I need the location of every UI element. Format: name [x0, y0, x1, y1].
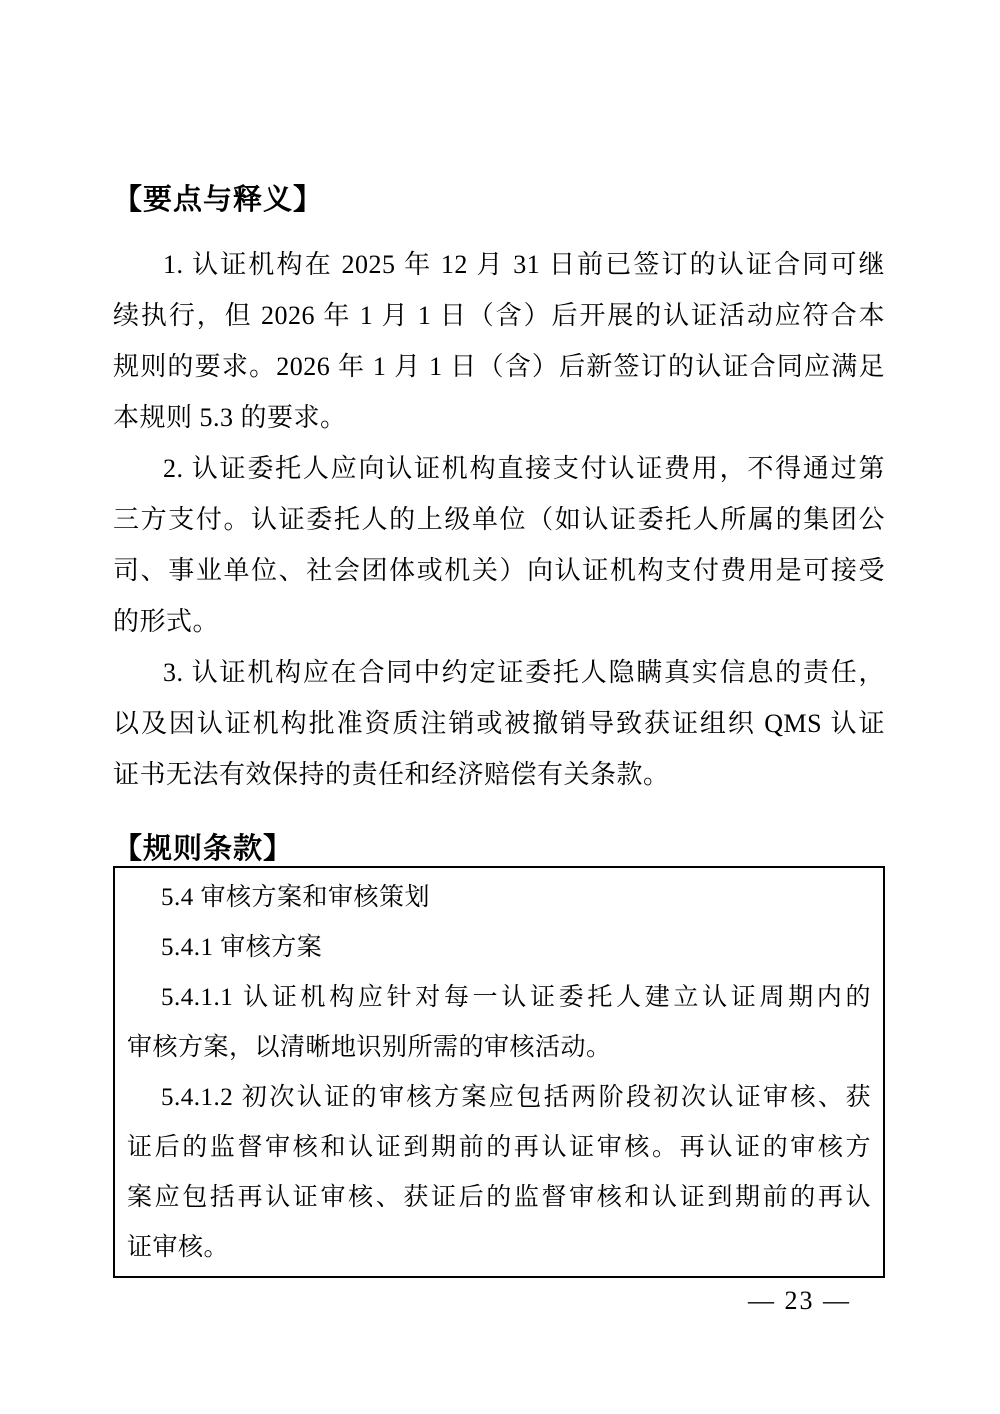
- paragraph-2: [113, 443, 885, 647]
- text-line: 证后的监督审核和认证到期前的再认证审核。再认证的审核方: [127, 1134, 871, 1161]
- text-line: 司、事业单位、社会团体或机关）向认证机构支付费用是可接受: [113, 556, 885, 585]
- text-line: 案应包括再认证审核、获证后的监督审核和认证到期前的再认: [127, 1184, 871, 1211]
- page-number: — 23 —: [748, 1286, 851, 1315]
- text-line: 续执行，但 2026 年 1 月 1 日（含）后开展的认证活动应符合本: [113, 301, 885, 330]
- page-content: [113, 183, 885, 1315]
- text-line: 证书无法有效保持的责任和经济赔偿有关条款。: [113, 760, 670, 789]
- text-line: 2. 认证委托人应向认证机构直接支付认证费用，不得通过第: [163, 454, 885, 483]
- text-line: 三方支付。认证委托人的上级单位（如认证委托人所属的集团公: [113, 505, 885, 534]
- clause-5-4-1-2: [127, 1073, 871, 1273]
- rules-clause-box: [113, 866, 885, 1278]
- clause-5-4-1-title: 5.4.1 审核方案: [161, 934, 323, 961]
- text-line: 以及因认证机构批准资质注销或被撤销导致获证组织 QMS 认证: [113, 709, 885, 738]
- text-line: 规则的要求。2026 年 1 月 1 日（含）后新签订的认证合同应满足: [113, 352, 885, 381]
- text-line: 1. 认证机构在 2025 年 12 月 31 日前已签订的认证合同可继: [163, 250, 885, 279]
- clause-5-4-title: 5.4 审核方案和审核策划: [161, 884, 431, 911]
- clause-5-4-1-1: [127, 973, 871, 1073]
- text-line: 证审核。: [127, 1234, 230, 1261]
- text-line: 3. 认证机构应在合同中约定证委托人隐瞒真实信息的责任，: [163, 658, 885, 687]
- text-line: 5.4.1.2 初次认证的审核方案应包括两阶段初次认证审核、获: [161, 1084, 871, 1111]
- paragraph-1: [113, 239, 885, 443]
- text-line: 的形式。: [113, 607, 220, 636]
- key-points-heading: 【要点与释义】: [113, 184, 324, 216]
- text-line: 本规则 5.3 的要求。: [113, 403, 347, 432]
- text-line: 审核方案，以清晰地识别所需的审核活动。: [127, 1034, 612, 1061]
- text-line: 5.4.1.1 认证机构应针对每一认证委托人建立认证周期内的: [161, 984, 871, 1011]
- rules-heading: 【规则条款】: [113, 833, 294, 865]
- paragraph-3: [113, 647, 885, 800]
